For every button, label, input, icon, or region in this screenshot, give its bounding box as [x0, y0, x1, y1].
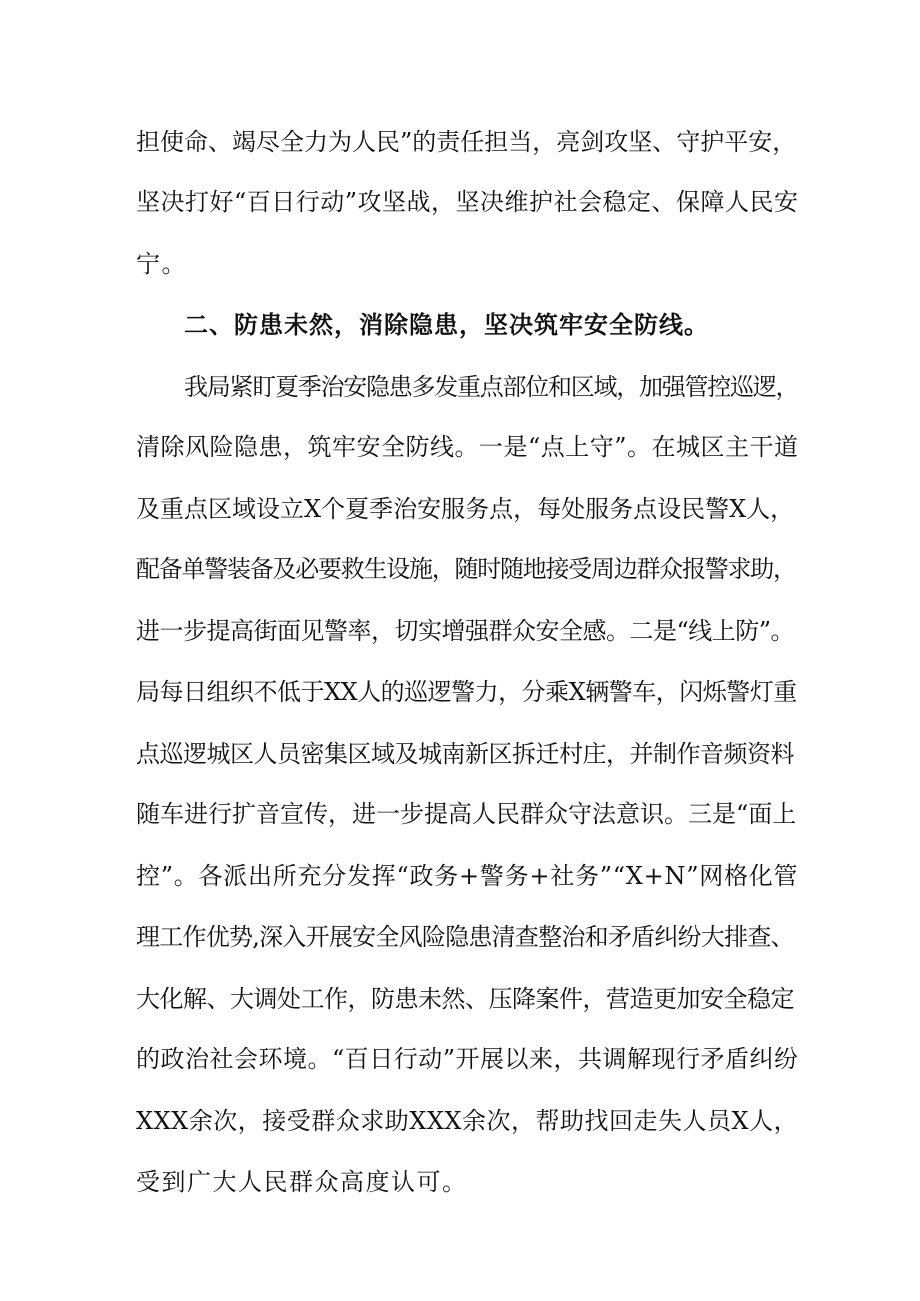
paragraph-line: 的政治社会环境。“百日行动”开展以来，共调解现行矛盾纠纷 — [136, 1045, 799, 1073]
paragraph-line: 清除风险隐患，筑牢安全防线。一是“点上守”。在城区主干道 — [136, 433, 799, 461]
paragraph-line: 进一步提高街面见警率，切实增强群众安全感。二是“线上防”。 — [136, 617, 795, 645]
paragraph-line: XXX余次，接受群众求助XXX余次，帮助找回走失人员X人， — [136, 1107, 799, 1135]
paragraph-line: 大化解、大调处工作，防患未然、压降案件，营造更加安全稳定 — [136, 985, 794, 1013]
paragraph-line: 受到广大人民群众高度认可。 — [136, 1168, 468, 1196]
paragraph-line: 局每日组织不低于XX人的巡逻警力，分乘X辆警车，闪烁警灯重 — [136, 678, 797, 706]
paragraph-line: 随车进行扩音宣传，进一步提高人民群众守法意识。三是“面上 — [136, 800, 797, 828]
paragraph-line: 我局紧盯夏季治安隐患多发重点部位和区域，加强管控巡逻， — [184, 373, 799, 401]
paragraph-line: 控”。各派出所充分发挥“政务+警务+社务”“X+N”网格化管 — [136, 862, 799, 890]
paragraph-line: 理工作优势,深入开展安全风险隐患清查整治和矛盾纠纷大排查、 — [136, 923, 794, 951]
section-heading: 二、防患未然，消除隐患，坚决筑牢安全防线。 — [184, 311, 709, 339]
paragraph-line: 坚决打好“百日行动”攻坚战，坚决维护社会稳定、保障人民安 — [136, 188, 799, 216]
paragraph-line: 宁。 — [136, 250, 187, 278]
paragraph-line: 点巡逻城区人员密集区域及城南新区拆迁村庄，并制作音频资料 — [136, 740, 794, 768]
paragraph-line: 及重点区域设立X个夏季治安服务点，每处服务点设民警X人， — [136, 495, 795, 523]
paragraph-line: 配备单警装备及必要救生设施，随时随地接受周边群众报警求助， — [136, 555, 796, 583]
paragraph-line: 担使命、竭尽全力为人民”的责任担当，亮剑攻坚、守护平安， — [136, 128, 797, 156]
